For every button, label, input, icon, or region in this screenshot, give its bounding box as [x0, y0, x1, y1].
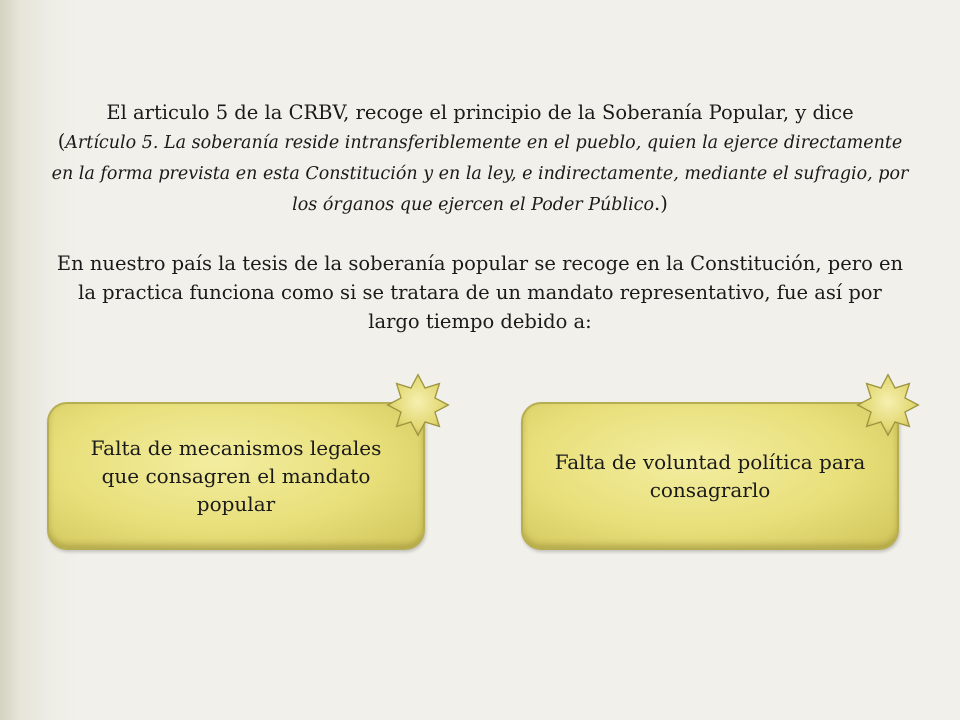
- paragraph-popular-sovereignty: En nuestro país la tesis de la soberanía popular se recoge en la Constitución, pero en la practica funciona como si se tratara de un mandato representativo, fue así por largo tiempo debido a:: [56, 252, 904, 333]
- star-icon: [855, 372, 921, 438]
- intro-text: El articulo 5 de la CRBV, recoge el principio de la Soberanía Popular, y dice: [106, 101, 854, 124]
- quote-label: Artículo 5.: [65, 133, 159, 153]
- paragraph-article-5: [50, 98, 910, 220]
- star-icon: [385, 372, 451, 438]
- quote-text: La soberanía reside intransferiblemente en el pueblo, quien la ejerce directamente en la forma prevista en esta Constitución y en la ley, e indirectamente, mediante el sufragio, por los órganos que ejercen el Poder Público: [51, 133, 909, 215]
- card-legal-mechanisms: [47, 402, 425, 550]
- card-political-will: [521, 402, 899, 550]
- main-text: [50, 98, 910, 336]
- card-text: Falta de voluntad política para consagrarlo: [554, 450, 866, 502]
- close-paren: .): [654, 192, 668, 215]
- card-text: Falta de mecanismos legales que consagren el mandato popular: [90, 436, 382, 516]
- open-paren: (: [57, 130, 66, 153]
